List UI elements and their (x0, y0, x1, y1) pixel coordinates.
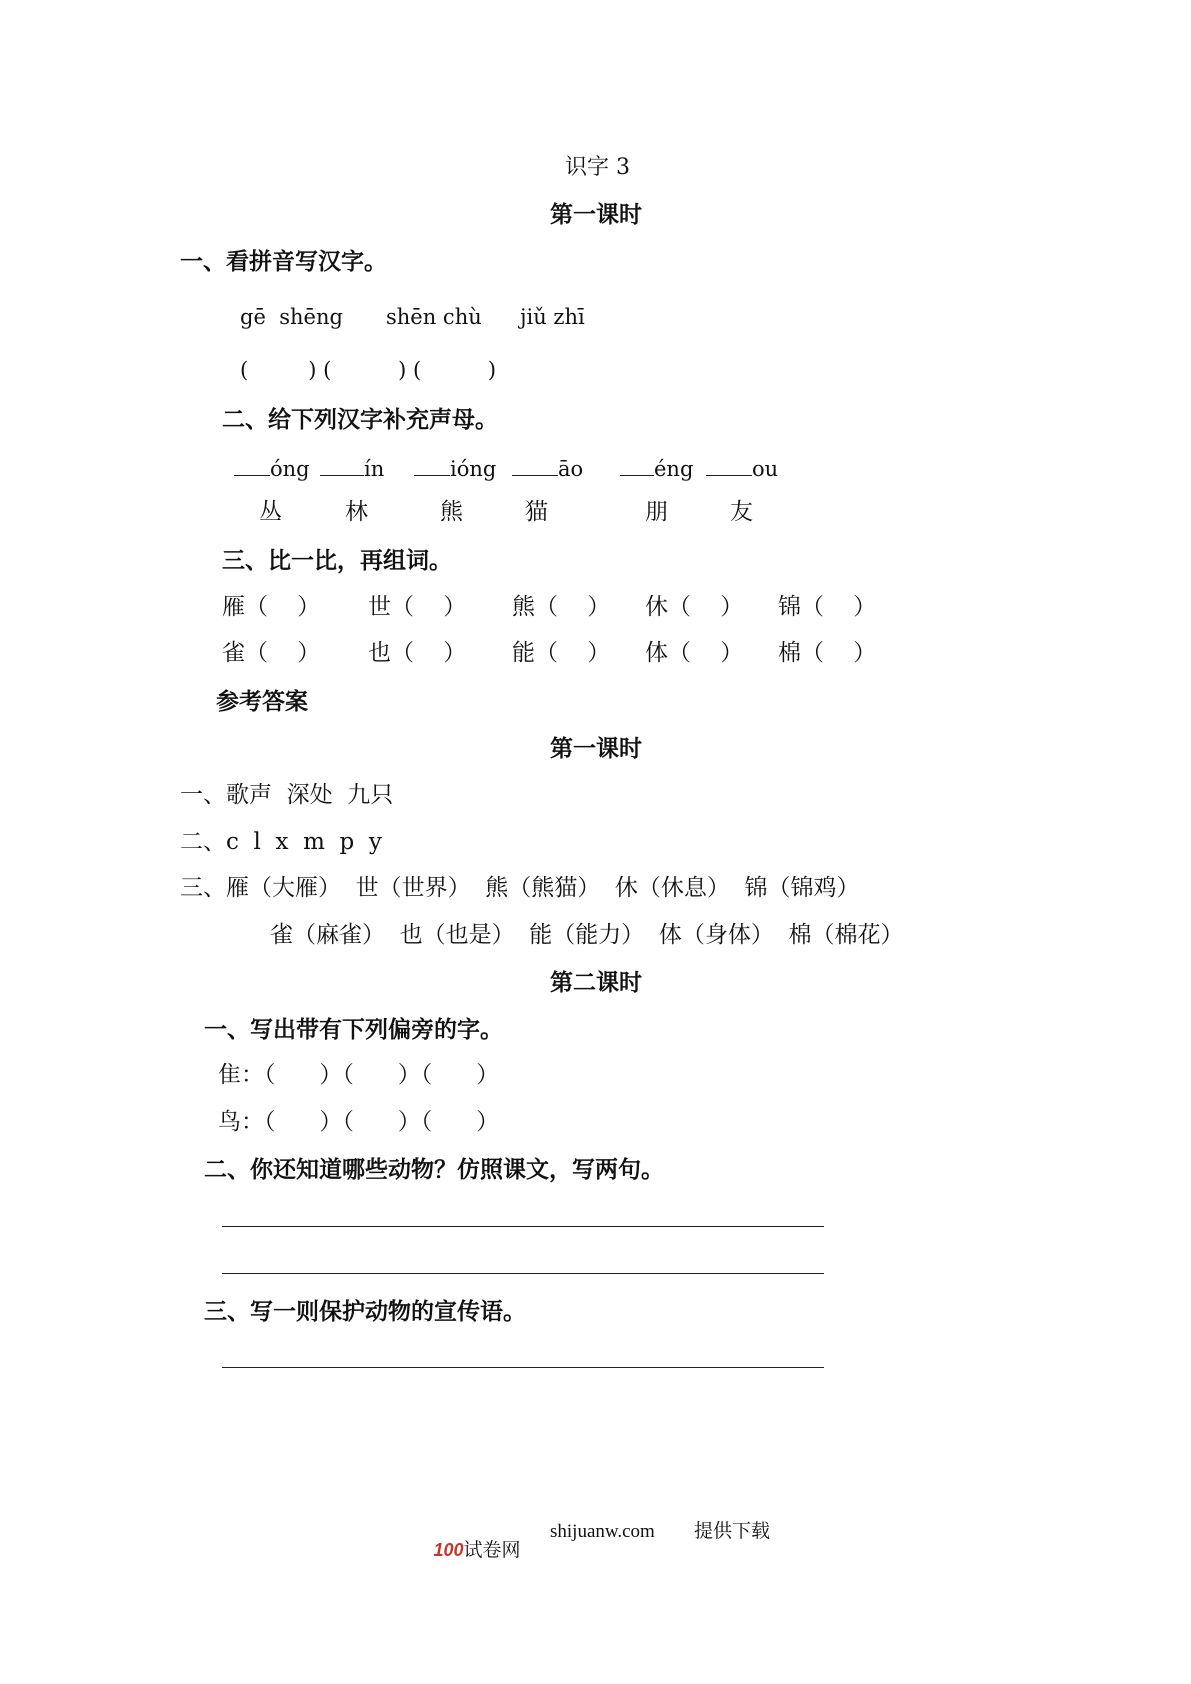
l1-q1-pinyin-2: shēn chù (386, 305, 482, 329)
blank-line[interactable] (320, 457, 364, 476)
l2-q3-title: 三、写一则保护动物的宣传语。 (204, 1298, 526, 1325)
l1-q1-pinyin-1: gē shēng (240, 305, 343, 329)
answer-3-row1: 三、雁（大雁） 世（世界） 熊（熊猫） 休（休息） 锦（锦鸡） (180, 875, 860, 901)
l1-q2-char-4: 猫 (525, 499, 548, 525)
blank-line[interactable] (414, 457, 450, 476)
page-title: 识字 3 (565, 155, 630, 180)
answer-line-2[interactable] (222, 1273, 824, 1274)
l1-q2-char-3: 熊 (440, 499, 463, 525)
l2-q2-title: 二、你还知道哪些动物？仿照课文，写两句。 (204, 1156, 664, 1183)
answer-line-3[interactable] (222, 1367, 824, 1368)
l1-q3-r2-1[interactable]: 雀（ ） (222, 640, 321, 666)
l1-q1-blanks[interactable]: ( ) ( ) ( ) (240, 358, 497, 382)
l1-q2-char-1: 丛 (259, 499, 282, 525)
l2-q1-row1[interactable]: 隹：（ ）（ ）（ ） (218, 1062, 500, 1088)
answer-1: 一、歌声 深处 九只 (180, 782, 394, 808)
l1-q3-r1-3[interactable]: 熊（ ） (512, 594, 611, 620)
answer-line-1[interactable] (222, 1226, 824, 1227)
l1-q2-char-5: 朋 (645, 499, 668, 525)
l1-q2-item-3[interactable]: ióng (414, 457, 496, 480)
site-name: 试卷网 (463, 1540, 521, 1561)
blank-line[interactable] (512, 457, 558, 476)
l1-q2-item-2[interactable]: ín (320, 457, 384, 480)
answer-2: 二、c l x m p y (180, 829, 382, 855)
footer-brand (424, 1522, 521, 1560)
footer-note: 提供下载 (694, 1521, 771, 1542)
l1-q3-r2-2[interactable]: 也（ ） (368, 640, 467, 666)
l1-q3-r1-1[interactable]: 雁（ ） (222, 594, 321, 620)
l1-q3-r1-2[interactable]: 世（ ） (368, 594, 467, 620)
l1-q2-item-5[interactable]: éng (620, 457, 693, 480)
l1-q3-r1-4[interactable]: 休（ ） (645, 594, 744, 620)
l1-q3-title: 三、比一比，再组词。 (222, 547, 452, 574)
blank-line[interactable] (234, 457, 270, 476)
blank-line[interactable] (706, 457, 752, 476)
lesson2-heading: 第二课时 (550, 969, 642, 996)
l1-q3-r2-3[interactable]: 能（ ） (512, 640, 611, 666)
site-logo: 100 (433, 1540, 464, 1560)
l1-q2-title: 二、给下列汉字补充声母。 (222, 406, 498, 433)
answer-3-row2: 雀（麻雀） 也（也是） 能（能力） 体（身体） 棉（棉花） (270, 922, 904, 948)
lesson1-heading: 第一课时 (550, 201, 642, 228)
answers-heading: 第一课时 (550, 735, 642, 762)
l1-q2-char-2: 林 (345, 499, 368, 525)
l1-q1-title: 一、看拼音写汉字。 (180, 248, 387, 275)
l1-q2-item-6[interactable]: ou (706, 457, 778, 480)
answers-label: 参考答案 (216, 688, 308, 715)
l2-q1-row2[interactable]: 鸟：（ ）（ ）（ ） (218, 1109, 500, 1135)
l2-q1-title: 一、写出带有下列偏旁的字。 (204, 1016, 503, 1043)
l1-q3-r2-4[interactable]: 体（ ） (645, 640, 744, 666)
l1-q3-r2-5[interactable]: 棉（ ） (778, 640, 877, 666)
l1-q3-r1-5[interactable]: 锦（ ） (778, 594, 877, 620)
blank-line[interactable] (620, 457, 654, 476)
footer-url[interactable]: shijuanw.com (550, 1521, 655, 1542)
l1-q2-char-6: 友 (730, 499, 753, 525)
l1-q2-item-4[interactable]: āo (512, 457, 583, 480)
l1-q1-pinyin-3: jiǔ zhī (520, 305, 585, 329)
l1-q2-item-1[interactable]: óng (234, 457, 310, 480)
